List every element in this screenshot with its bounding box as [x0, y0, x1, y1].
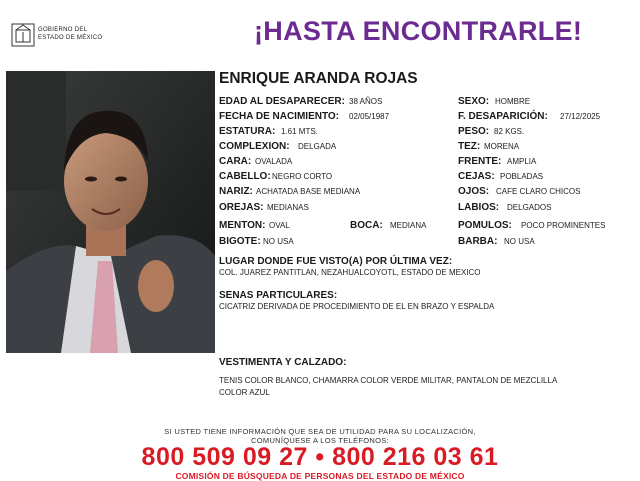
menton-label: MENTON: [219, 220, 266, 231]
cejas-label: CEJAS: [458, 171, 495, 182]
pomulos-label: POMULOS: [458, 220, 512, 231]
desaparicion-value: 27/12/2025 [560, 112, 601, 121]
government-logo [10, 22, 120, 48]
cara-label: CARA: [219, 156, 252, 167]
boca-value: MEDIANA [390, 221, 427, 230]
tez-label: TEZ: [458, 141, 481, 152]
person-name: ENRIQUE ARANDA ROJAS [219, 70, 418, 87]
vestimenta-line-2: COLOR AZUL [219, 388, 270, 397]
nariz-value: ACHATADA BASE MEDIANA [256, 187, 361, 196]
sexo-value: HOMBRE [495, 97, 531, 106]
ojos-label: OJOS: [458, 186, 490, 197]
estatura-value: 1.61 MTS. [281, 127, 318, 136]
frente-value: AMPLIA [507, 157, 537, 166]
logo-text [38, 26, 102, 42]
labios-label: LABIOS: [458, 202, 500, 213]
desaparicion-label: F. DESAPARICIÓN: [458, 111, 548, 122]
person-photo [6, 71, 215, 353]
phone-numbers: 800 509 09 27 • 800 216 03 61 [141, 443, 499, 471]
cara-value: OVALADA [255, 157, 293, 166]
boca-label: BOCA: [350, 220, 383, 231]
cabello-label: CABELLO: [219, 171, 271, 182]
peso-label: PESO: [458, 126, 490, 137]
vestimenta-line-1: TENIS COLOR BLANCO, CHAMARRA COLOR VERDE MILITAR, PANTALON DE MEZCLILLA [219, 376, 558, 385]
contact-note-line-2: COMUNÍQUESE A LOS TELÉFONOS: [251, 436, 389, 445]
frente-label: FRENTE: [458, 156, 502, 167]
nariz-label: NARIZ: [219, 186, 253, 197]
edad-value: 38 AÑOS [349, 97, 383, 106]
menton-value: OVAL [269, 221, 290, 230]
orejas-value: MEDIANAS [267, 203, 309, 212]
senas-label: SENAS PARTICULARES: [219, 290, 338, 301]
logo-line-2: ESTADO DE MÉXICO [38, 35, 103, 41]
senas-value: CICATRIZ DERIVADA DE PROCEDIMIENTO DE EL EN BRAZO Y ESPALDA [219, 302, 495, 311]
labios-value: DELGADOS [507, 203, 552, 212]
commission-name: COMISIÓN DE BÚSQUEDA DE PERSONAS DEL ESTADO DE MÉXICO [175, 471, 465, 481]
complexion-label: COMPLEXION: [219, 141, 290, 152]
bigote-label: BIGOTE: [219, 236, 261, 247]
contact-note-line-1: SI USTED TIENE INFORMACIÓN QUE SEA DE UTILIDAD PARA SU LOCALIZACIÓN, [164, 427, 476, 436]
cabello-value: NEGRO CORTO [272, 172, 333, 181]
cejas-value: POBLADAS [500, 172, 544, 181]
logo-line-1: GOBIERNO DEL [38, 27, 88, 33]
barba-label: BARBA: [458, 236, 498, 247]
tez-value: MORENA [484, 142, 520, 151]
estatura-label: ESTATURA: [219, 126, 276, 137]
headline: ¡HASTA ENCONTRARLE! [254, 16, 583, 46]
nacimiento-label: FECHA DE NACIMIENTO: [219, 111, 339, 122]
nacimiento-value: 02/05/1987 [349, 112, 390, 121]
vestimenta-label: VESTIMENTA Y CALZADO: [219, 357, 347, 368]
orejas-label: OREJAS: [219, 202, 264, 213]
sexo-label: SEXO: [458, 96, 490, 107]
edad-label: EDAD AL DESAPARECER: [219, 96, 345, 107]
state-seal-icon [10, 22, 36, 48]
ojos-value: CAFE CLARO CHICOS [496, 187, 581, 196]
lugar-label: LUGAR DONDE FUE VISTO(A) POR ÚLTIMA VEZ: [219, 256, 453, 267]
peso-value: 82 KGS. [494, 127, 525, 136]
lugar-value: COL. JUAREZ PANTITLAN, NEZAHUALCOYOTL, ESTADO DE MEXICO [219, 268, 481, 277]
barba-value: NO USA [504, 237, 535, 246]
complexion-value: DELGADA [298, 142, 337, 151]
bigote-value: NO USA [263, 237, 294, 246]
pomulos-value: POCO PROMINENTES [521, 221, 606, 230]
